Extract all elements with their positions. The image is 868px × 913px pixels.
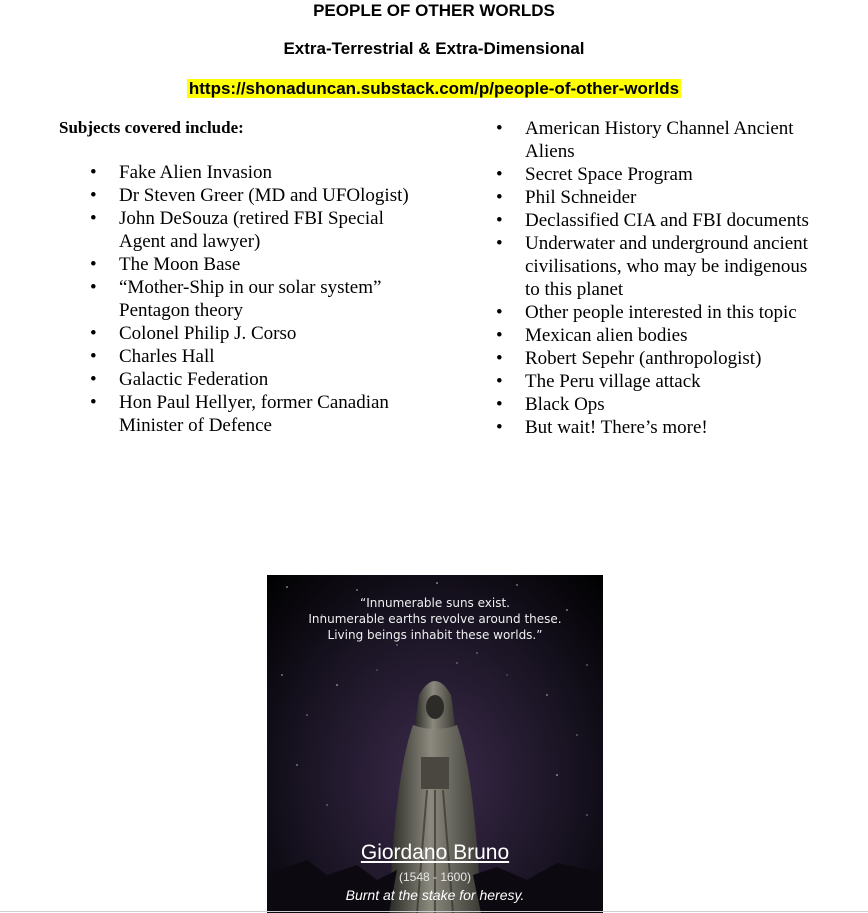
list-item: • But wait! There’s more! (525, 416, 825, 439)
list-item: • The Peru village attack (525, 370, 825, 393)
page-divider (0, 911, 868, 912)
subjects-intro: Subjects covered include: (59, 118, 244, 137)
quote-line: Living beings inhabit these worlds.” (327, 628, 543, 642)
subjects-list-left (119, 161, 419, 437)
document-subtitle: Extra-Terrestrial & Extra-Dimensional (283, 39, 585, 58)
list-item: • John DeSouza (retired FBI Special Agent and lawyer) (119, 207, 419, 253)
list-item: • Phil Schneider (525, 186, 825, 209)
list-item: • Hon Paul Hellyer, former Canadian Minister of Defence (119, 391, 419, 437)
list-item: • Secret Space Program (525, 163, 825, 186)
list-item: • Fake Alien Invasion (119, 161, 419, 184)
list-item: • Robert Sepehr (anthropologist) (525, 347, 825, 370)
list-item: • Declassified CIA and FBI documents (525, 209, 825, 232)
list-item: • Other people interested in this topic (525, 301, 825, 324)
list-item: • Charles Hall (119, 345, 419, 368)
substack-link[interactable]: https://shonaduncan.substack.com/p/people-of-other-worlds (188, 79, 680, 98)
bruno-caption: Burnt at the stake for heresy. (345, 887, 525, 903)
list-item: • Dr Steven Greer (MD and UFOlogist) (119, 184, 419, 207)
list-item: • Colonel Philip J. Corso (119, 322, 419, 345)
subjects-list-right (525, 117, 825, 439)
quote-line: “Innumerable suns exist. (360, 596, 510, 610)
list-item: • Underwater and underground ancient civilisations, who may be indigenous to this planet (525, 232, 825, 301)
giordano-bruno-image (267, 575, 603, 913)
link-line (0, 78, 868, 100)
list-item: • The Moon Base (119, 253, 419, 276)
list-item: • American History Channel Ancient Aliens (525, 117, 825, 163)
list-item: • Black Ops (525, 393, 825, 416)
bruno-name: Giordano Bruno (360, 841, 510, 864)
document-title: PEOPLE OF OTHER WORLDS (313, 1, 555, 20)
bruno-dates: (1548 - 1600) (398, 870, 472, 884)
list-item: • Mexican alien bodies (525, 324, 825, 347)
list-item: • Galactic Federation (119, 368, 419, 391)
list-item: • “Mother-Ship in our solar system” Pentagon theory (119, 276, 419, 322)
quote-line: Innumerable earths revolve around these. (308, 612, 562, 626)
